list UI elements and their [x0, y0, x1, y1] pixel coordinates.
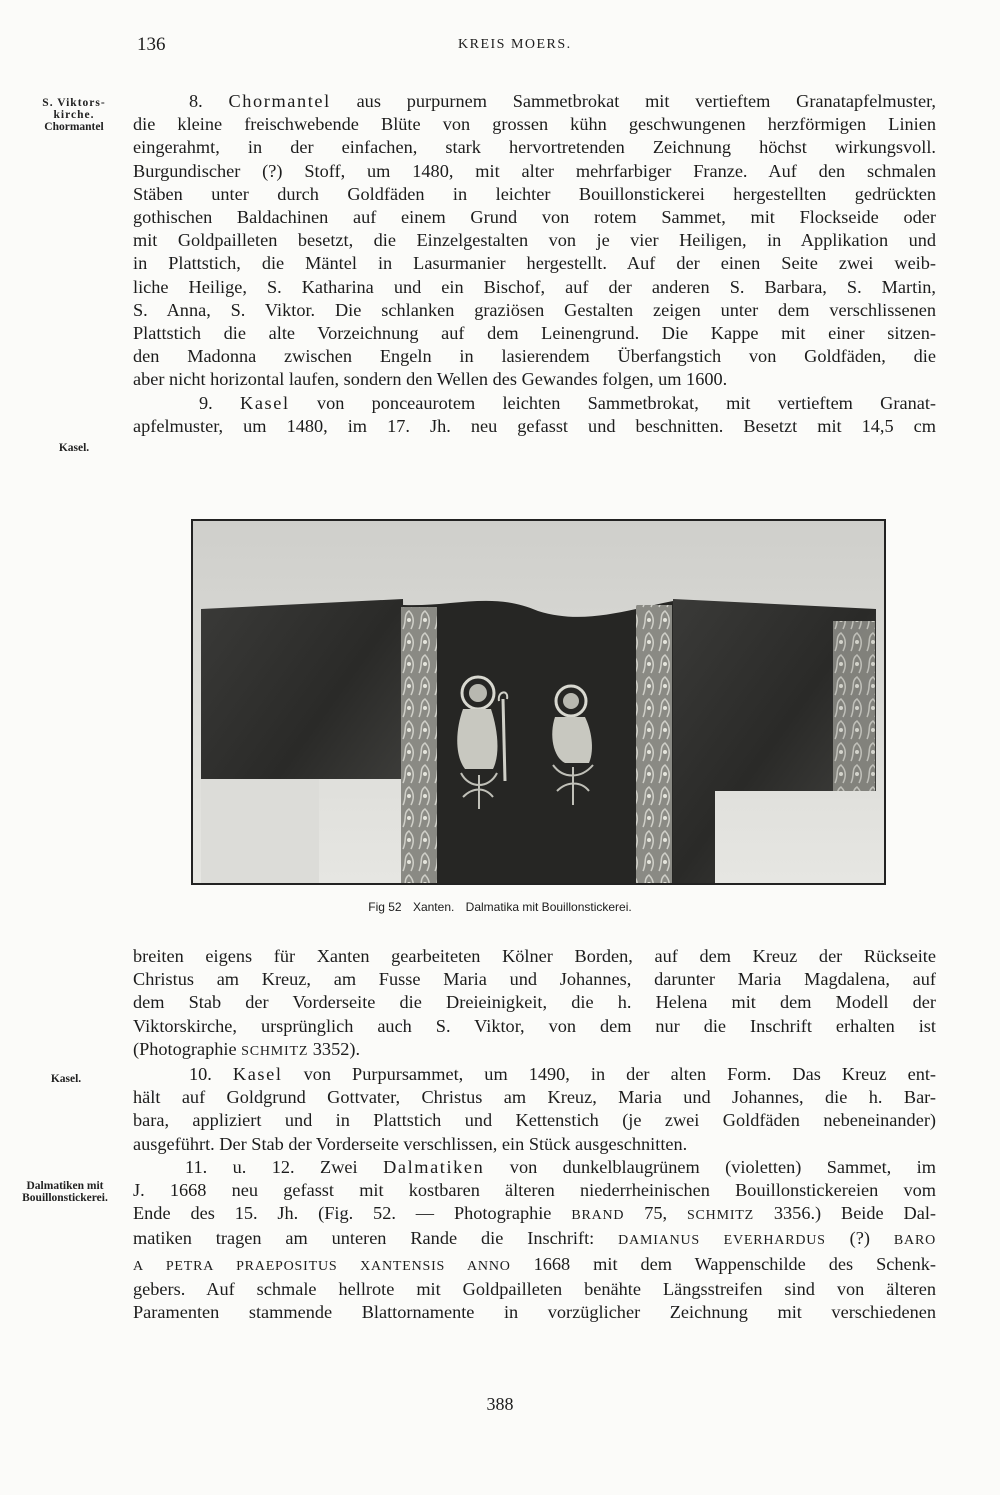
text-line: Viktorskirche, ursprünglich auch S. Viktor, von dem nur die Inschrift erhalten ist [133, 1015, 936, 1036]
text-line: gothischen Baldachinen auf einem Grund von rotem Sammet, mit Flockseide oder [133, 207, 936, 228]
paragraph-chormantel [133, 90, 936, 392]
name-smallcaps: BRAND [571, 1208, 625, 1224]
margin-note-viktorskirche [22, 97, 126, 133]
page-header [0, 34, 1000, 58]
margin-note-line: Dalmatiken mit [26, 1180, 104, 1192]
running-title: KREIS MOERS. [458, 37, 572, 52]
text-block-upper [133, 90, 936, 438]
text-line: bara, appliziert und in Plattstich und Kettenstich (je zwei Goldfäden nebeneinander) [133, 1110, 936, 1131]
text-line: 11. u. 12. Zwei Dalmatiken von dunkelblaugrünem (violetten) Sammet, im [185, 1156, 936, 1177]
paragraph-dalmatiken [133, 1156, 936, 1324]
text-line: hält auf Goldgrund Gottvater, Christus am Kreuz, Maria und Johannes, die h. Bar- [133, 1087, 936, 1108]
item-term: Dalmatiken [383, 1156, 485, 1177]
text-line: eingerahmt, in der einfachen, stark hervortretenden Zeichnung höchst wirkungsvoll. [133, 137, 936, 158]
margin-note-kasel-2: Kasel. [50, 1073, 82, 1085]
text-line: in Plattstich, die Mäntel in Lasurmanier hergestellt. Auf der einen Seite zwei weib- [133, 253, 936, 274]
text-line: gebers. Auf schmale hellrote mit Goldpailleten benähte Längsstreifen sind von älteren [133, 1278, 936, 1299]
item-term: Kasel [232, 1064, 283, 1085]
paragraph-continuation [133, 945, 936, 1063]
margin-note-line: Bouillonstickerei. [22, 1192, 108, 1204]
paragraph-kasel-10 [133, 1063, 936, 1156]
figure-place: Xanten. [412, 900, 455, 914]
page-number: 136 [137, 34, 166, 55]
figure-dalmatika-photo [191, 519, 886, 885]
text-line: 9. Kasel von ponceaurotem leichten Sammetbrokat, mit vertieftem Granat- [199, 392, 937, 413]
text-line: A PETRA PRAEPOSITUS XANTENSIS ANNO 1668 mit dem Wappenschilde des Schenk- [133, 1253, 936, 1274]
figure-title: Dalmatika mit Bouillonstickerei. [465, 900, 632, 914]
text-line: 10. Kasel von Purpursammet, um 1490, in der alten Form. Das Kreuz ent- [189, 1064, 937, 1085]
text-line: die kleine freischwebende Blüte von grossen kühn geschwungenen herzförmigen Linien [133, 114, 936, 135]
figure-caption [0, 900, 1000, 914]
text-line: aber nicht horizontal laufen, sondern den Wellen des Gewandes folgen, um 1600. [133, 369, 728, 390]
figure-label: Fig 52 [368, 900, 402, 914]
text-line: mit Goldpailleten besetzt, die Einzelgestalten von je vier Heiligen, in Applikation und [133, 230, 936, 251]
margin-note-dalmatiken [6, 1180, 124, 1204]
inscription-smallcaps: DAMIANUS EVERHARDUS [618, 1233, 826, 1249]
text-line: matiken tragen am unteren Rande die Inschrift: DAMIANUS EVERHARDUS (?) BARO [133, 1228, 936, 1249]
text-line: Paramenten stammende Blattornamente in vorzüglicher Zeichnung mit verschiedenen [133, 1302, 936, 1323]
text-line: apfelmuster, um 1480, im 17. Jh. neu gefasst und beschnitten. Besetzt mit 14,5 cm [133, 415, 936, 436]
name-smallcaps: SCHMITZ [241, 1043, 309, 1059]
margin-note-kasel-1: Kasel. [58, 442, 90, 454]
text-line: liche Heilige, S. Katharina und ein Bischof, auf der anderen S. Barbara, S. Martin, [133, 276, 936, 297]
text-line: J. 1668 neu gefasst mit kostbaren älteren niederrheinischen Bouillonstickereien vom [133, 1180, 936, 1201]
text-line: 8. Chormantel aus purpurnem Sammetbrokat mit vertieftem Granatapfelmuster, [189, 91, 936, 111]
inscription-smallcaps: A PETRA PRAEPOSITUS XANTENSIS ANNO [133, 1258, 511, 1274]
text-line: Plattstich die alte Vorzeichnung auf dem Leinengrund. Die Kappe mit einer sitzen- [133, 323, 936, 344]
text-line: breiten eigens für Xanten gearbeiteten Kölner Borden, auf dem Kreuz der Rückseite [133, 946, 936, 966]
item-term: Kasel [240, 392, 290, 413]
footer-page-number: 388 [486, 1394, 514, 1414]
text-line: Stäben unter durch Goldfäden in leichter Bouillonstickerei hergestellten gedrückten [133, 183, 936, 204]
text-line: dem Stab der Vorderseite die Dreieinigkeit, die h. Helena mit dem Modell der [133, 992, 936, 1013]
text-line: (Photographie SCHMITZ 3352). [133, 1038, 361, 1059]
text-block-lower [133, 945, 936, 1324]
paragraph-kasel-9 [133, 392, 936, 438]
margin-note-line: S. Viktors- [42, 97, 106, 109]
margin-note-line: kirche. [53, 109, 95, 121]
text-line: ausgeführt. Der Stab der Vorderseite verschlissen, ein Stück ausgeschnitten. [133, 1133, 688, 1154]
margin-note-line: Chormantel [44, 121, 104, 133]
text-line: Christus am Kreuz, am Fusse Maria und Johannes, darunter Maria Magdalena, auf [133, 969, 936, 990]
text-line: den Madonna zwischen Engeln in lasierendem Überfangstich von Goldfäden, die [133, 346, 936, 367]
name-smallcaps: SCHMITZ [686, 1208, 755, 1224]
text-line: Ende des 15. Jh. (Fig. 52. — Photographie BRAND 75, SCHMITZ 3356.) Beide Dal- [133, 1203, 936, 1224]
item-term: Chormantel [228, 91, 331, 111]
dalmatika-illustration [193, 521, 884, 883]
text-line: S. Anna, S. Viktor. Die schlanken graziösen Gestalten zeigen unter dem verschlissenen [133, 299, 936, 320]
text-line: Burgundischer (?) Stoff, um 1480, mit alter mehrfarbiger Franze. Auf den schmalen [133, 160, 936, 181]
inscription-smallcaps: BARO [893, 1233, 936, 1249]
